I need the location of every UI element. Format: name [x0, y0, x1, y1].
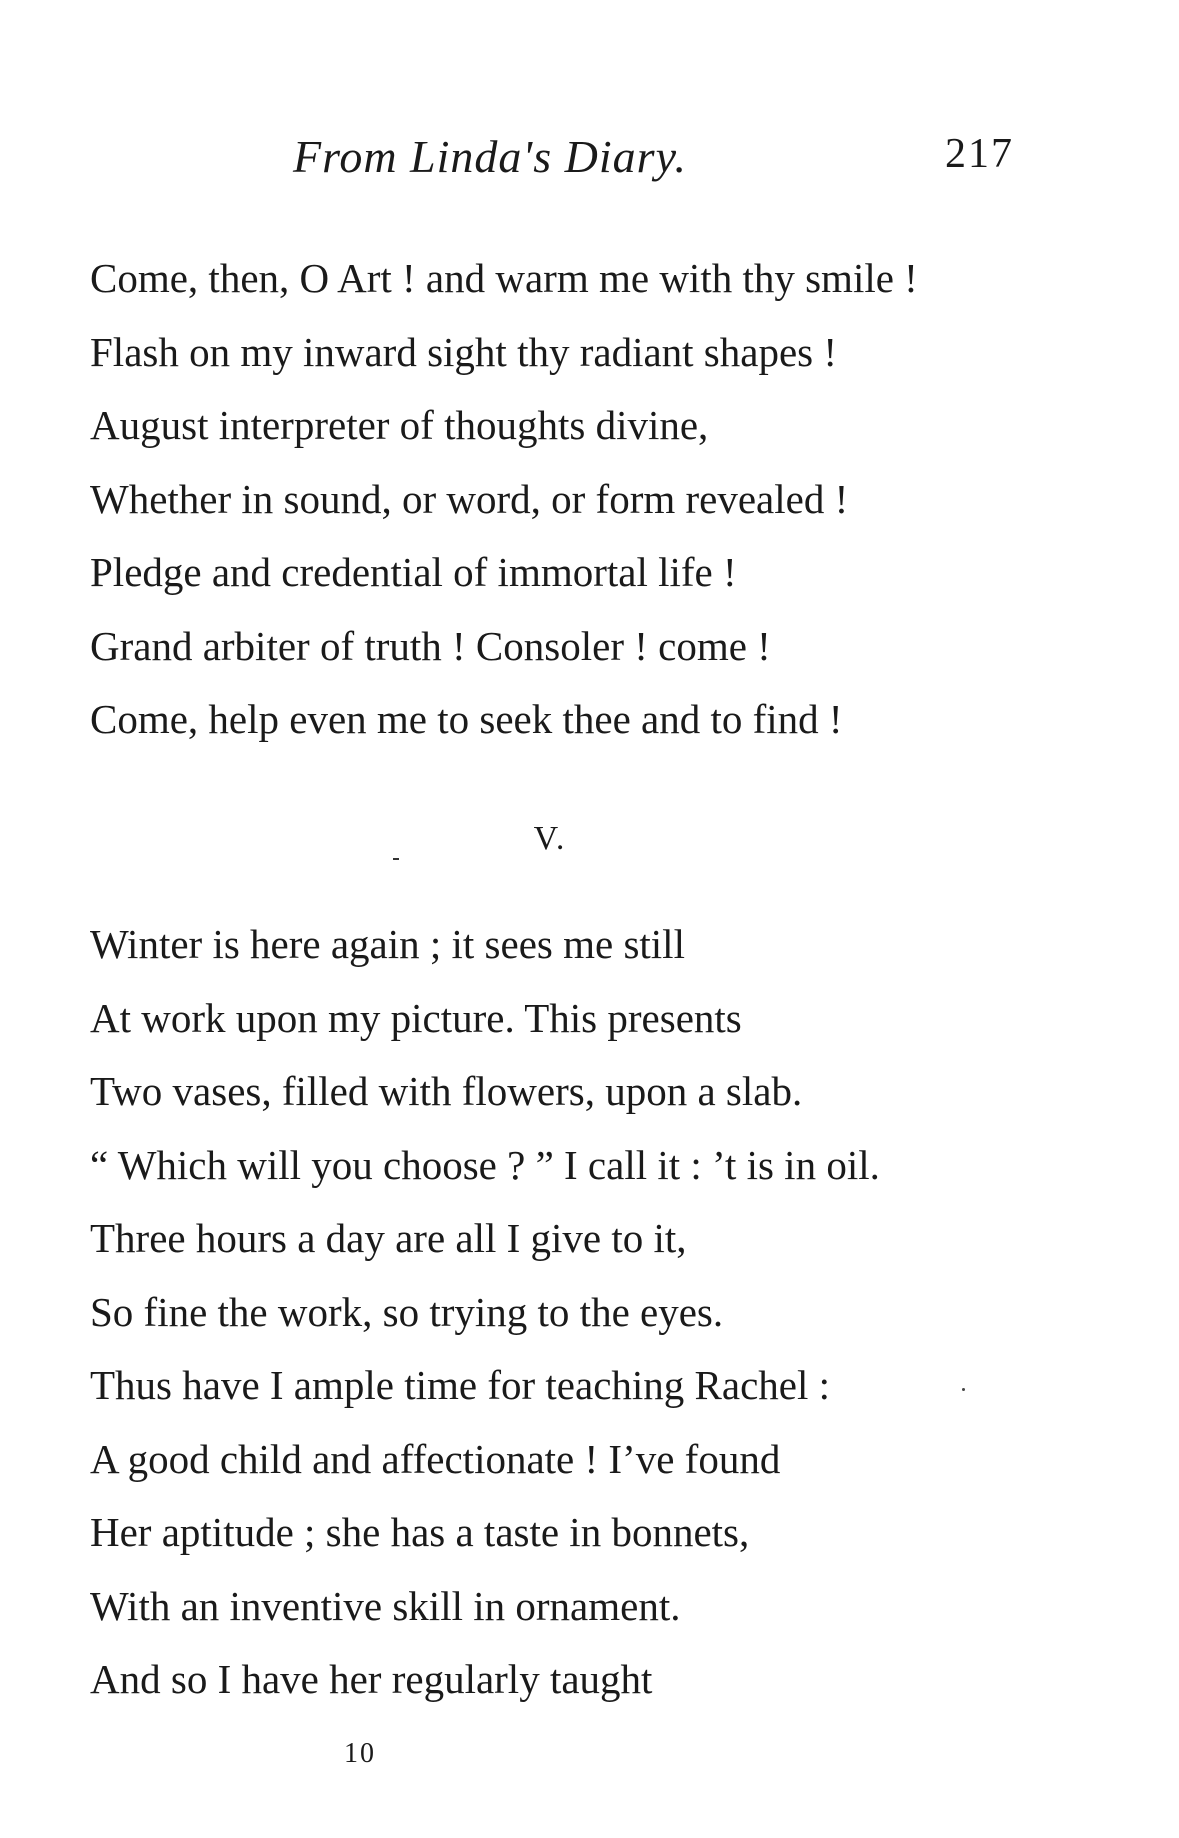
- stanza-2: [90, 908, 880, 1717]
- verse-line: Grand arbiter of truth ! Consoler ! come !: [90, 622, 771, 669]
- stanza-1: [90, 242, 918, 757]
- verse-line: Thus have I ample time for teaching Rachel :: [90, 1362, 831, 1408]
- verse-line: Pledge and credential of immortal life !: [90, 549, 737, 595]
- verse-line: August interpreter of thoughts divine,: [90, 402, 709, 448]
- print-speck: [962, 1388, 965, 1391]
- running-title: From Linda's Diary.: [293, 131, 687, 182]
- verse-line: Whether in sound, or word, or form revealed !: [90, 475, 849, 522]
- verse-line: A good child and affectionate ! I’ve found: [90, 1435, 781, 1482]
- verse-line: So fine the work, so trying to the eyes.: [90, 1288, 724, 1335]
- verse-line: At work upon my picture. This presents: [90, 994, 742, 1041]
- verse-line: Flash on my inward sight thy radiant shapes !: [90, 328, 838, 375]
- verse-line: Come, then, O Art ! and warm me with thy smile !: [90, 255, 918, 301]
- print-speck: [393, 858, 399, 860]
- verse-line: With an inventive skill in ornament.: [90, 1582, 681, 1629]
- signature-mark: 10: [344, 1738, 376, 1769]
- verse-line: Two vases, filled with flowers, upon a slab.: [90, 1068, 803, 1114]
- page-number: 217: [945, 131, 1014, 177]
- verse-line: And so I have her regularly taught: [90, 1656, 653, 1702]
- verse-line: Three hours a day are all I give to it,: [90, 1215, 687, 1261]
- verse-line: Winter is here again ; it sees me still: [90, 921, 685, 967]
- verse-line: Her aptitude ; she has a taste in bonnets,: [90, 1509, 750, 1555]
- section-numeral: V.: [533, 820, 567, 857]
- verse-line: Come, help even me to seek thee and to find !: [90, 696, 843, 742]
- verse-line: “ Which will you choose ? ” I call it : ’t is in oil.: [90, 1141, 880, 1188]
